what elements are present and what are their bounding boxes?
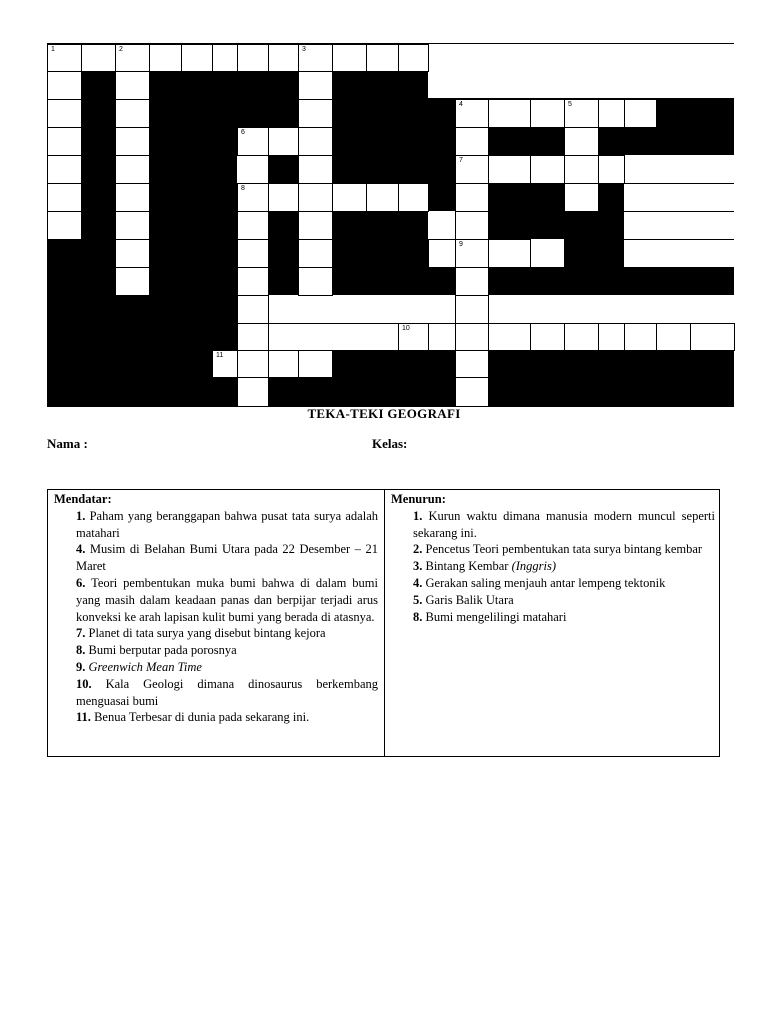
grid-black-block bbox=[428, 99, 455, 127]
nama-label: Nama : bbox=[47, 436, 88, 451]
grid-rule bbox=[268, 323, 428, 324]
grid-cell[interactable] bbox=[81, 44, 116, 72]
grid-rule bbox=[624, 239, 734, 240]
grid-cell[interactable] bbox=[530, 99, 565, 128]
grid-black-block bbox=[656, 99, 734, 127]
grid-cell[interactable] bbox=[624, 323, 657, 351]
grid-cell[interactable] bbox=[237, 350, 269, 378]
grid-cell[interactable] bbox=[455, 155, 489, 184]
grid-cell[interactable] bbox=[212, 44, 238, 72]
grid-black-block bbox=[564, 239, 624, 267]
clue-number: 1 bbox=[51, 46, 55, 53]
grid-cell[interactable] bbox=[455, 323, 489, 351]
grid-cell[interactable] bbox=[298, 71, 333, 100]
grid-cell[interactable] bbox=[488, 155, 531, 184]
clue-number: 10 bbox=[402, 325, 410, 332]
grid-cell[interactable] bbox=[455, 211, 489, 240]
grid-black-block bbox=[428, 183, 455, 211]
grid-black-block bbox=[332, 155, 455, 183]
grid-cell[interactable] bbox=[564, 127, 599, 156]
grid-cell[interactable] bbox=[298, 239, 333, 268]
clue-mendatar-10: 10. Kala Geologi dimana dinosaurus berkembang menguasai bumi bbox=[76, 676, 378, 708]
grid-rule bbox=[624, 183, 734, 184]
clue-menurun-8: 8. Bumi mengelilingi matahari bbox=[413, 609, 567, 624]
grid-black-block bbox=[488, 350, 734, 406]
grid-cell[interactable] bbox=[298, 44, 333, 72]
grid-cell[interactable] bbox=[455, 350, 489, 378]
clue-number: 5 bbox=[568, 101, 572, 108]
clues-table bbox=[47, 489, 720, 757]
grid-cell[interactable] bbox=[115, 267, 150, 296]
grid-cell[interactable] bbox=[268, 350, 299, 378]
grid-cell[interactable] bbox=[298, 211, 333, 240]
grid-top-border bbox=[47, 43, 734, 44]
grid-cell[interactable] bbox=[47, 99, 82, 128]
grid-cell[interactable] bbox=[237, 267, 269, 296]
grid-black-block bbox=[598, 127, 734, 155]
grid-black-block bbox=[268, 211, 298, 295]
menurun-heading: Menurun: bbox=[391, 492, 446, 506]
grid-cell[interactable] bbox=[455, 127, 489, 156]
grid-cell[interactable] bbox=[268, 127, 299, 156]
grid-cell[interactable] bbox=[332, 183, 367, 212]
grid-black-block bbox=[428, 267, 455, 295]
grid-cell[interactable] bbox=[366, 44, 399, 72]
grid-cell[interactable] bbox=[398, 183, 429, 212]
clue-mendatar-4: 4. Musim di Belahan Bumi Utara pada 22 Desember – 21 Maret bbox=[76, 542, 378, 574]
grid-cell[interactable] bbox=[115, 99, 150, 128]
grid-cell[interactable] bbox=[212, 350, 238, 378]
grid-cell[interactable] bbox=[428, 239, 456, 268]
grid-cell[interactable] bbox=[47, 211, 82, 240]
grid-cell[interactable] bbox=[47, 127, 82, 156]
clue-menurun-1: 1. Kurun waktu dimana manusia modern muncul seperti sekarang ini. bbox=[413, 508, 716, 540]
grid-cell[interactable] bbox=[47, 71, 82, 100]
grid-cell[interactable] bbox=[115, 239, 150, 268]
page-title: TEKA-TEKI GEOGRAFI bbox=[307, 406, 461, 421]
clue-number: 6 bbox=[241, 129, 245, 136]
clue-number: 11 bbox=[216, 352, 224, 359]
clue-number: 2 bbox=[119, 46, 123, 53]
clue-menurun-3: 3. Bintang Kembar (Inggris) bbox=[413, 559, 557, 574]
clue-mendatar-6: 6. Teori pembentukan muka bumi bahwa di dalam bumi yang masih dalam keadaan panas dan berpijar terjadi arus konveksi ke arah lapisan kulit bumi yang berada di atasnya. bbox=[76, 575, 378, 624]
grid-cell[interactable] bbox=[298, 155, 333, 184]
crossword-grid bbox=[0, 0, 768, 410]
grid-cell[interactable] bbox=[237, 239, 269, 268]
grid-cell[interactable] bbox=[366, 183, 399, 212]
grid-cell[interactable] bbox=[268, 183, 299, 212]
grid-cell[interactable] bbox=[237, 127, 269, 156]
grid-cell[interactable] bbox=[115, 155, 150, 184]
grid-black-block bbox=[332, 127, 455, 155]
grid-cell[interactable] bbox=[115, 211, 150, 240]
grid-cell[interactable] bbox=[656, 323, 691, 351]
grid-cell[interactable] bbox=[488, 99, 531, 128]
grid-black-block bbox=[212, 377, 237, 406]
grid-left-border bbox=[47, 43, 48, 406]
grid-cell[interactable] bbox=[181, 44, 213, 72]
grid-cell[interactable] bbox=[455, 183, 489, 212]
grid-black-block bbox=[332, 71, 428, 127]
grid-cell[interactable] bbox=[268, 44, 299, 72]
grid-rule bbox=[624, 211, 734, 212]
grid-black-block bbox=[488, 267, 734, 295]
grid-cell[interactable] bbox=[488, 239, 531, 268]
grid-cell[interactable] bbox=[530, 155, 565, 184]
grid-cell[interactable] bbox=[598, 323, 625, 351]
grid-cell[interactable] bbox=[455, 267, 489, 296]
grid-cell[interactable] bbox=[115, 44, 150, 72]
grid-black-block bbox=[268, 155, 298, 183]
grid-cell[interactable] bbox=[115, 183, 150, 212]
grid-black-block bbox=[488, 127, 564, 155]
grid-cell[interactable] bbox=[298, 99, 333, 128]
menurun-column bbox=[391, 491, 715, 625]
grid-cell[interactable] bbox=[690, 323, 735, 351]
clue-number: 9 bbox=[459, 241, 463, 248]
grid-cell[interactable] bbox=[598, 155, 625, 184]
grid-cell[interactable] bbox=[624, 99, 657, 128]
grid-black-block bbox=[81, 71, 115, 239]
grid-cell[interactable] bbox=[237, 211, 269, 240]
grid-cell[interactable] bbox=[564, 99, 599, 128]
grid-cell[interactable] bbox=[488, 323, 531, 351]
grid-cell[interactable] bbox=[237, 323, 269, 351]
clue-number: 8 bbox=[241, 185, 245, 192]
clue-mendatar-8: 8. Bumi berputar pada porosnya bbox=[76, 643, 237, 658]
clue-number: 3 bbox=[302, 46, 306, 53]
grid-cell[interactable] bbox=[115, 71, 150, 100]
clue-mendatar-1: 1. Paham yang beranggapan bahwa pusat tata surya adalah matahari bbox=[76, 508, 379, 540]
grid-black-block bbox=[332, 211, 428, 295]
grid-black-block bbox=[115, 295, 149, 406]
grid-cell[interactable] bbox=[237, 44, 269, 72]
clue-number: 4 bbox=[459, 101, 463, 108]
clue-menurun-5: 5. Garis Balik Utara bbox=[413, 592, 514, 607]
grid-cell[interactable] bbox=[455, 239, 489, 268]
grid-cell[interactable] bbox=[298, 350, 333, 378]
grid-cell[interactable] bbox=[455, 377, 489, 407]
grid-cell[interactable] bbox=[298, 183, 333, 212]
grid-cell[interactable] bbox=[564, 323, 599, 351]
clue-menurun-4: 4. Gerakan saling menjauh antar lempeng tektonik bbox=[413, 575, 666, 590]
clues-divider bbox=[384, 490, 385, 756]
clue-mendatar-9: 9. Greenwich Mean Time bbox=[76, 659, 202, 674]
mendatar-column bbox=[54, 491, 378, 726]
grid-cell[interactable] bbox=[598, 99, 625, 128]
grid-cell[interactable] bbox=[47, 183, 82, 212]
grid-cell[interactable] bbox=[298, 127, 333, 156]
grid-black-block bbox=[47, 239, 81, 406]
grid-cell[interactable] bbox=[237, 183, 269, 212]
clue-mendatar-11: 11. Benua Terbesar di dunia pada sekarang ini. bbox=[76, 710, 310, 725]
clue-number: 7 bbox=[459, 157, 463, 164]
kelas-label: Kelas: bbox=[372, 436, 408, 451]
mendatar-heading: Mendatar: bbox=[54, 492, 112, 506]
clue-mendatar-7: 7. Planet di tata surya yang disebut bintang kejora bbox=[76, 626, 326, 641]
grid-cell[interactable] bbox=[398, 44, 429, 72]
grid-black-block bbox=[81, 239, 115, 406]
grid-cell[interactable] bbox=[455, 295, 489, 324]
grid-cell[interactable] bbox=[398, 323, 429, 351]
grid-cell[interactable] bbox=[564, 155, 599, 184]
grid-black-block bbox=[149, 71, 298, 127]
grid-cell[interactable] bbox=[332, 44, 367, 72]
grid-cell[interactable] bbox=[428, 323, 456, 351]
grid-black-block bbox=[488, 183, 624, 239]
grid-cell[interactable] bbox=[115, 127, 150, 156]
grid-cell[interactable] bbox=[564, 183, 599, 212]
grid-cell[interactable] bbox=[455, 99, 489, 128]
grid-rule bbox=[488, 323, 734, 324]
grid-cell[interactable] bbox=[237, 377, 269, 407]
grid-rule bbox=[428, 98, 734, 99]
grid-cell[interactable] bbox=[237, 295, 269, 324]
grid-cell[interactable] bbox=[47, 155, 82, 184]
grid-cell[interactable] bbox=[298, 267, 333, 296]
grid-cell[interactable] bbox=[47, 44, 82, 72]
grid-cell[interactable] bbox=[530, 323, 565, 351]
clue-menurun-2: 2. Pencetus Teori pembentukan tata surya bintang kembar bbox=[413, 542, 703, 557]
grid-cell[interactable] bbox=[149, 44, 182, 72]
